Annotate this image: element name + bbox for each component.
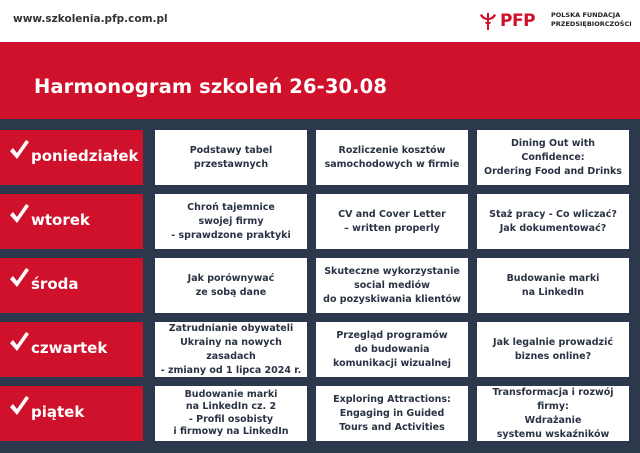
top-bar (0, 0, 640, 42)
training-card[interactable]: Budowanie marki na LinkedIn (477, 258, 629, 313)
training-card[interactable]: Exploring Attractions: Engaging in Guided Tours and Activities (316, 386, 468, 441)
training-card[interactable]: Rozliczenie kosztów samochodowych w firmie (316, 130, 468, 185)
day-label-friday (0, 386, 143, 441)
day-label-monday (0, 130, 143, 185)
training-card[interactable]: Budowanie marki na LinkedIn cz. 2 - Profil osobisty i firmowy na LinkedIn (155, 386, 307, 441)
day-name: wtorek (31, 211, 90, 229)
day-label-thursday (0, 322, 143, 377)
training-card[interactable]: Staż pracy - Co wliczać? Jak dokumentować? (477, 194, 629, 249)
pfp-emblem-icon (478, 10, 498, 32)
logo-abbreviation: PFP (500, 11, 536, 31)
logo-name-line2: PRZEDSIĘBIORCZOŚCI (551, 19, 632, 28)
page-title: Harmonogram szkoleń 26-30.08 (34, 75, 388, 98)
training-card[interactable]: CV and Cover Letter – written properly (316, 194, 468, 249)
checkmark-icon (8, 266, 30, 290)
day-label-tuesday (0, 194, 143, 249)
checkmark-icon (8, 138, 30, 162)
day-name: piątek (31, 403, 85, 421)
checkmark-icon (8, 202, 30, 226)
training-card[interactable]: Jak legalnie prowadzić biznes online? (477, 322, 629, 377)
training-card[interactable]: Zatrudnianie obywateli Ukrainy na nowych zasadach - zmiany od 1 lipca 2024 r. (155, 322, 307, 377)
pfp-logo[interactable] (478, 8, 638, 34)
day-label-wednesday (0, 258, 143, 313)
logo-name-line1: POLSKA FUNDACJA (551, 11, 621, 19)
training-card[interactable]: Przegląd programów do budowania komunikacji wizualnej (316, 322, 468, 377)
day-name: poniedziałek (31, 147, 139, 165)
day-name: czwartek (31, 339, 108, 357)
training-card[interactable]: Podstawy tabel przestawnych (155, 130, 307, 185)
day-name: środa (31, 275, 79, 293)
training-card[interactable]: Chroń tajemnice swojej firmy - sprawdzone praktyki (155, 194, 307, 249)
logo-name (551, 11, 640, 28)
training-card[interactable]: Dining Out with Confidence: Ordering Food and Drinks (477, 130, 629, 185)
training-card[interactable]: Skuteczne wykorzystanie social mediów do pozyskiwania klientów (316, 258, 468, 313)
checkmark-icon (8, 330, 30, 354)
checkmark-icon (8, 394, 30, 418)
site-url[interactable]: www.szkolenia.pfp.com.pl (13, 13, 168, 25)
title-banner (0, 42, 640, 119)
training-card[interactable]: Jak porównywać ze sobą dane (155, 258, 307, 313)
training-card[interactable]: Transformacja i rozwój firmy: Wdrażanie systemu wskaźników (477, 386, 629, 441)
